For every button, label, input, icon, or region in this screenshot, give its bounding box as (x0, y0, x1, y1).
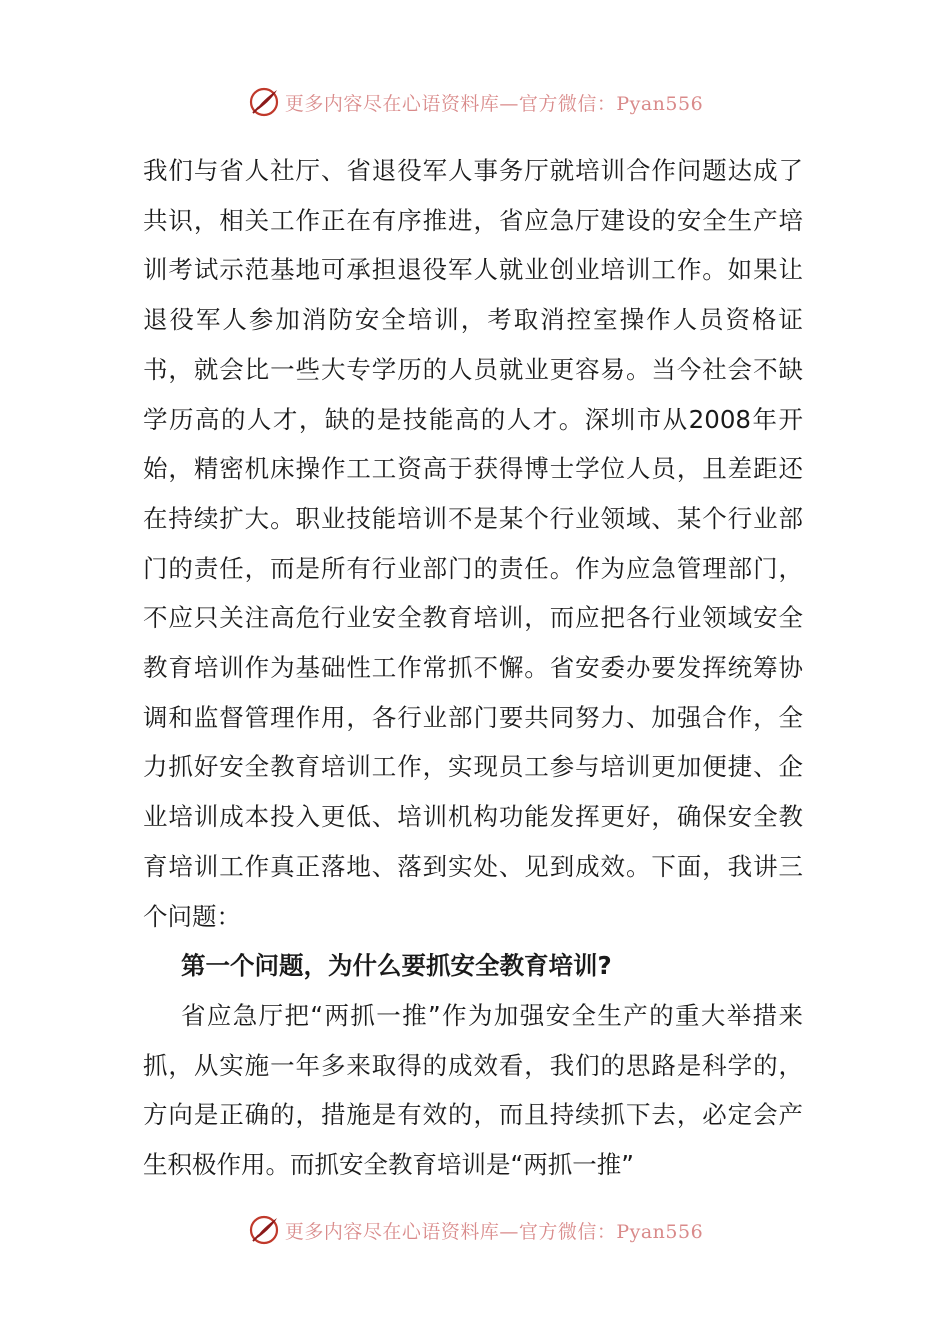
footer-watermark (0, 1210, 950, 1250)
watermark-text: 更多内容尽在心语资料库—官方微信：Pyan556 (284, 1220, 704, 1243)
body-paragraph: 我们与省人社厅、省退役军人事务厅就培训合作问题达成了共识，相关工作正在有序推进，省应急厅建设的安全生产培训考试示范基地可承担退役军人就业创业培训工作。如果让退役军人参加消防安全培训，考取消控室操作人员资格证书，就会比一些大专学历的人员就业更容易。当今社会不缺学历高的人才，缺的是技能高的人才。深圳市从2008年开始，精密机床操作工工资高于获得博士学位人员，且差距还在持续扩大。职业技能培训不是某个行业领域、某个行业部门的责任，而是所有行业部门的责任。作为应急管理部门，不应只关注高危行业安全教育培训，而应把各行业领域安全教育培训作为基础性工作常抓不懈。省安委办要发挥统筹协调和监督管理作用，各行业部门要共同努力、加强合作，全力抓好安全教育培训工作，实现员工参与培训更加便捷、企业培训成本投入更低、培训机构功能发挥更好，确保安全教育培训工作真正落地、落到实处、见到成效。下面，我讲三个问题： (143, 156, 803, 931)
header-watermark (0, 82, 950, 122)
document-body (143, 146, 803, 1190)
section-heading: 第一个问题，为什么要抓安全教育培训? (181, 951, 612, 981)
body-paragraph: 省应急厅把“两抓一推”作为加强安全生产的重大举措来抓，从实施一年多来取得的成效看，我们的思路是科学的，方向是正确的，措施是有效的，而且持续抓下去，必定会产生积极作用。而抓安全教育培训是“两抓一推” (143, 1000, 803, 1180)
quill-logo-icon (247, 1213, 281, 1247)
watermark-text: 更多内容尽在心语资料库—官方微信：Pyan556 (284, 92, 704, 115)
quill-logo-icon (247, 85, 281, 119)
